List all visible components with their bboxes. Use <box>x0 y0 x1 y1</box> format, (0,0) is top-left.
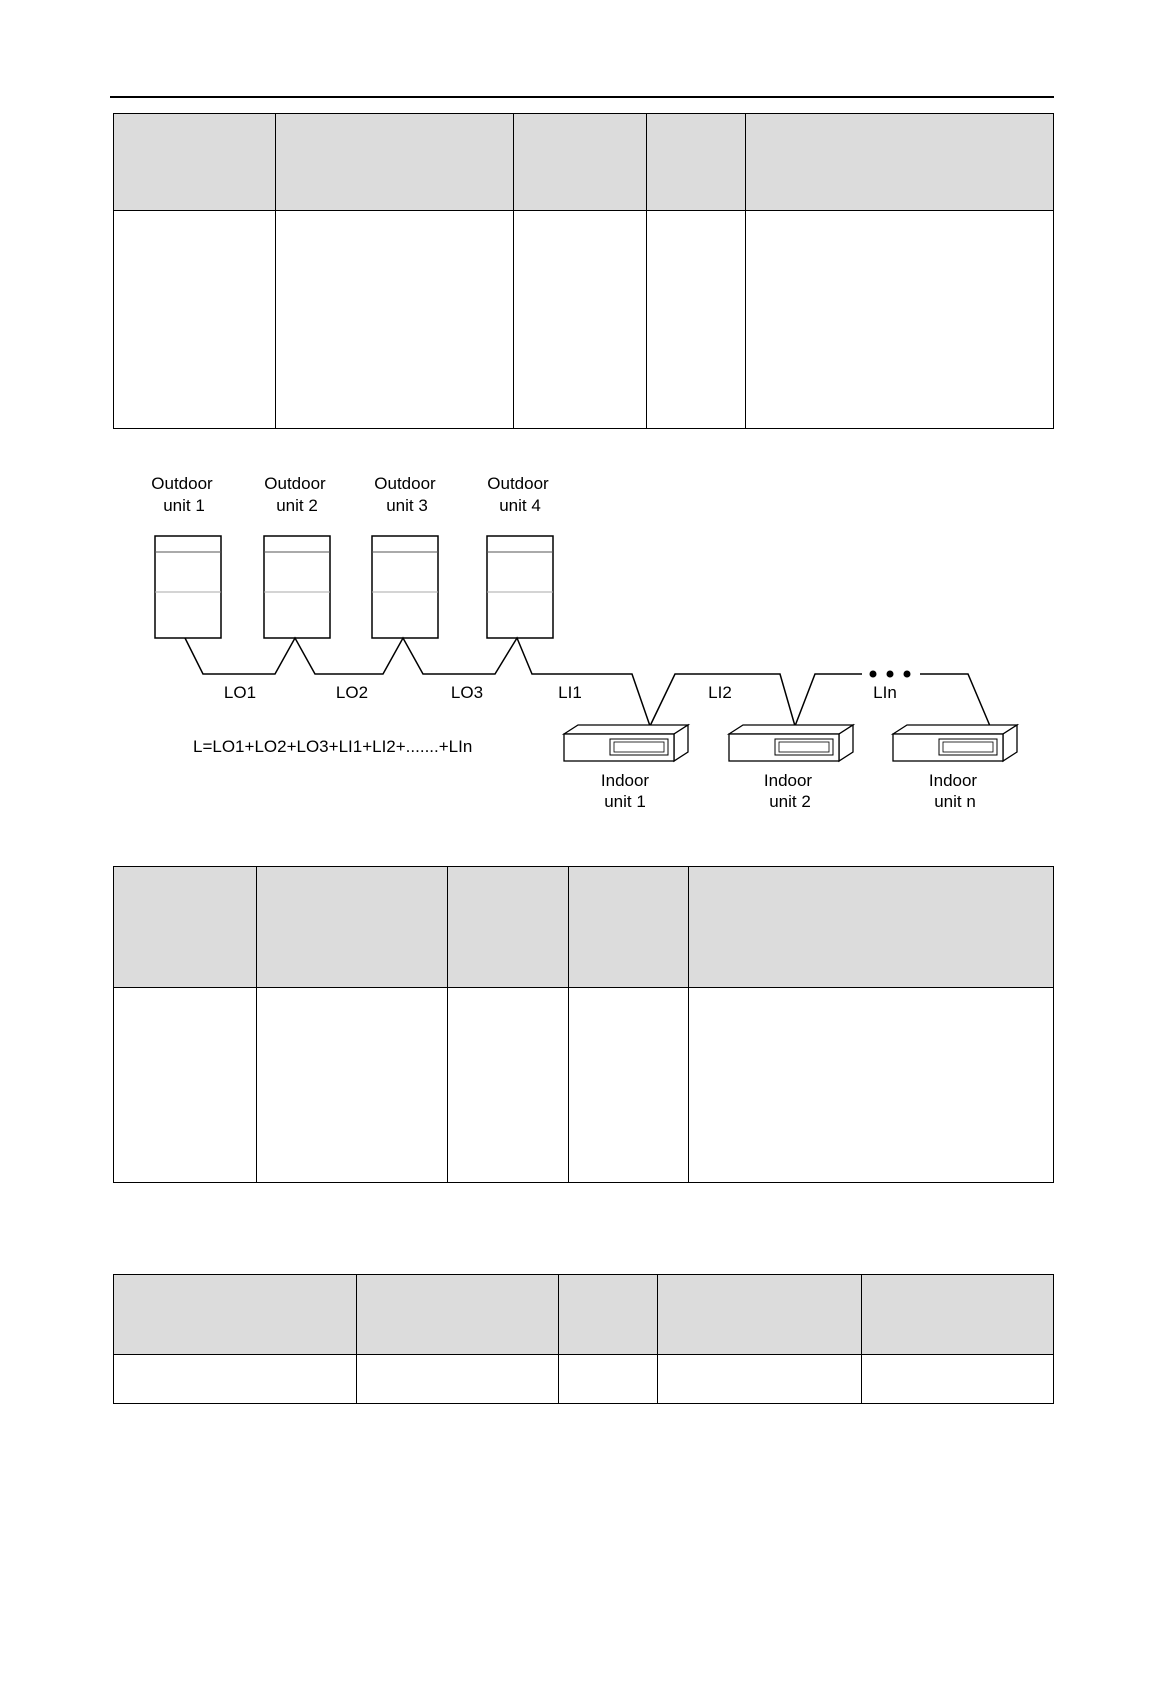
indoor-unit-label: Indoor <box>600 771 650 790</box>
indoor-unit-label: Indoor <box>763 771 813 790</box>
outdoor-unit-label: Outdoor <box>264 474 326 493</box>
outdoor-unit-2 <box>264 474 330 638</box>
table-cell <box>658 1355 862 1404</box>
outdoor-piping-line <box>185 638 650 726</box>
ellipsis-dots <box>870 671 911 678</box>
table-3-header-row <box>114 1275 1054 1355</box>
table-2 <box>113 866 1054 1183</box>
table-cell <box>257 867 448 988</box>
table-cell <box>276 211 514 429</box>
table-row <box>114 988 1054 1183</box>
table-cell <box>569 867 689 988</box>
indoor-unit-label: unit 1 <box>604 792 646 811</box>
header-rule <box>110 96 1054 98</box>
table-cell <box>114 211 276 429</box>
outdoor-unit-3 <box>372 474 438 638</box>
outdoor-unit-label: unit 2 <box>276 496 318 515</box>
pipe-label-li1: LI1 <box>558 683 582 702</box>
table-cell <box>647 211 746 429</box>
table-cell <box>448 867 569 988</box>
pipe-label-lo2: LO2 <box>335 683 369 702</box>
table-cell <box>448 988 569 1183</box>
table-cell <box>647 114 746 211</box>
indoor-unit-1 <box>564 725 688 811</box>
outdoor-unit-label: Outdoor <box>151 474 213 493</box>
table-cell <box>658 1275 862 1355</box>
table-row <box>114 211 1054 429</box>
outdoor-unit-4 <box>487 474 553 638</box>
indoor-unit-2 <box>729 725 853 811</box>
indoor-unit-label: Indoor <box>928 771 978 790</box>
outdoor-unit-label: Outdoor <box>374 474 436 493</box>
table-cell <box>559 1275 658 1355</box>
table-cell <box>357 1355 559 1404</box>
indoor-unit-icon <box>564 725 688 761</box>
table-cell <box>514 114 647 211</box>
indoor-unit-label: unit 2 <box>769 792 811 811</box>
outdoor-unit-label: unit 3 <box>386 496 428 515</box>
indoor-unit-n <box>893 725 1017 811</box>
table-cell <box>862 1355 1054 1404</box>
pipe-label-lo3: LO3 <box>450 683 484 702</box>
table-2-header-row <box>114 867 1054 988</box>
table-cell <box>514 211 647 429</box>
pipe-label-li2: LI2 <box>708 683 732 702</box>
length-formula: L=LO1+LO2+LO3+LI1+LI2+.......+LIn <box>193 737 473 756</box>
table-cell <box>257 988 448 1183</box>
table-cell <box>559 1355 658 1404</box>
table-cell <box>862 1275 1054 1355</box>
outdoor-unit-icon <box>264 536 330 638</box>
outdoor-unit-1 <box>151 474 221 638</box>
pipe-label-lo1: LO1 <box>223 683 257 702</box>
table-cell <box>114 114 276 211</box>
piping-diagram <box>0 470 1162 830</box>
table-cell <box>276 114 514 211</box>
table-cell <box>114 988 257 1183</box>
outdoor-unit-icon <box>372 536 438 638</box>
outdoor-unit-label: unit 4 <box>499 496 541 515</box>
table-cell <box>689 988 1054 1183</box>
indoor-unit-label: unit n <box>934 792 976 811</box>
table-1-header-row <box>114 114 1054 211</box>
table-cell <box>114 1355 357 1404</box>
indoor-unit-icon <box>893 725 1017 761</box>
table-3 <box>113 1274 1054 1404</box>
indoor-piping-line-2 <box>650 674 862 726</box>
table-row <box>114 1355 1054 1404</box>
outdoor-unit-label: unit 1 <box>163 496 205 515</box>
indoor-piping-line-n <box>920 674 990 726</box>
table-cell <box>114 867 257 988</box>
table-cell <box>114 1275 357 1355</box>
table-cell <box>689 867 1054 988</box>
table-cell <box>746 114 1054 211</box>
outdoor-unit-label: Outdoor <box>487 474 549 493</box>
outdoor-unit-icon <box>487 536 553 638</box>
table-1 <box>113 113 1054 429</box>
outdoor-unit-icon <box>155 536 221 638</box>
table-cell <box>569 988 689 1183</box>
table-cell <box>357 1275 559 1355</box>
indoor-unit-icon <box>729 725 853 761</box>
pipe-label-lin: LIn <box>873 683 897 702</box>
table-cell <box>746 211 1054 429</box>
